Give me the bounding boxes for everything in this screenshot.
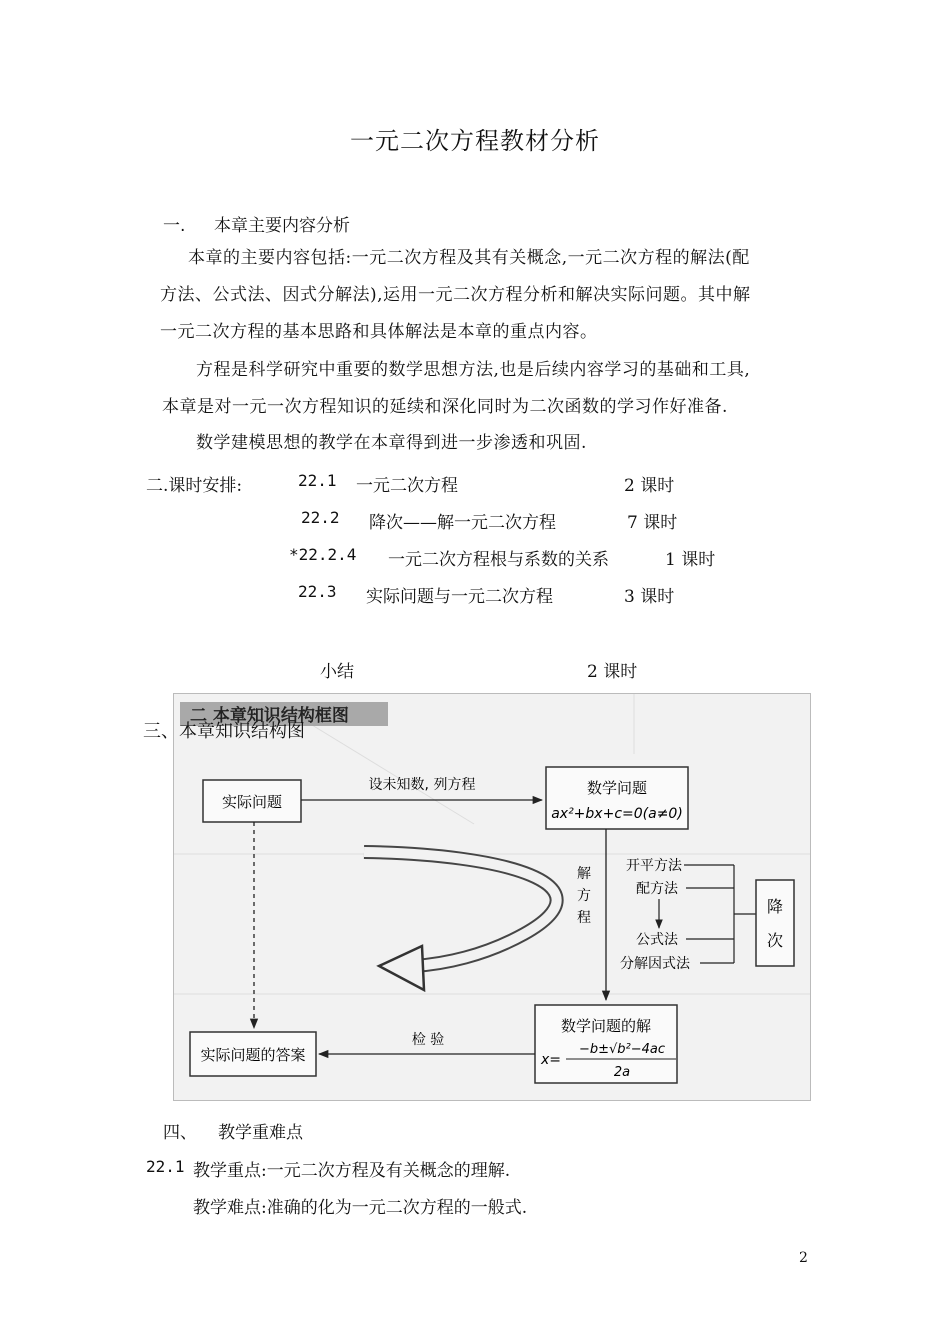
section1-para2-line1: 方程是科学研究中重要的数学思想方法,也是后续内容学习的基础和工具, xyxy=(196,360,751,380)
method-sqrt: 开平方法 xyxy=(626,858,682,874)
schedule-row-hours: 1 课时 xyxy=(665,550,716,570)
setup-equation-label: 设未知数, 列方程 xyxy=(368,777,476,793)
section2-label: 二.课时安排: xyxy=(146,476,243,496)
schedule-row-number: 22.3 xyxy=(298,582,337,601)
real-answer-label: 实际问题的答案 xyxy=(200,1046,306,1064)
section4-row1-number: 22.1 xyxy=(146,1157,185,1176)
schedule-row-hours: 2 课时 xyxy=(624,476,675,496)
solve-label-char: 解 xyxy=(577,866,591,882)
solve-label-char: 方 xyxy=(577,888,591,904)
figure-scan-heading: 二 本章知识结构框图 xyxy=(190,706,349,726)
curved-arrow-inner xyxy=(364,852,557,966)
formula-x: x= xyxy=(541,1052,562,1068)
page-number: 2 xyxy=(799,1250,808,1266)
schedule-summary-hours: 2 课时 xyxy=(587,662,638,682)
reduce-degree-char: 次 xyxy=(766,931,784,950)
document-title: 一元二次方程教材分析 xyxy=(350,127,600,155)
section3-heading: 三、本章知识结构图 xyxy=(143,721,305,742)
section4-heading: 教学重难点 xyxy=(218,1123,303,1143)
section1-para1-line1: 本章的主要内容包括:一元二次方程及其有关概念,一元二次方程的解法(配 xyxy=(188,248,750,268)
schedule-summary-name: 小结 xyxy=(320,662,354,682)
section4-row2-text: 教学难点:准确的化为一元二次方程的一般式. xyxy=(193,1198,528,1218)
section1-para3: 数学建模思想的教学在本章得到进一步渗透和巩固. xyxy=(196,433,587,453)
formula-denominator: 2a xyxy=(613,1065,631,1080)
section4-row1-text: 教学重点:一元二次方程及有关概念的理解. xyxy=(193,1161,511,1181)
section1-para1-line2: 方法、公式法、因式分解法),运用一元二次方程分析和解决实际问题。其中解 xyxy=(160,285,751,305)
section1-para1-line3: 一元二次方程的基本思路和具体解法是本章的重点内容。 xyxy=(160,322,598,342)
schedule-row-number: *22.2.4 xyxy=(289,545,357,564)
reduce-degree-box xyxy=(756,880,794,966)
schedule-row-number: 22.2 xyxy=(301,508,340,527)
schedule-row-name: 一元二次方程 xyxy=(356,476,458,496)
schedule-row-name: 一元二次方程根与系数的关系 xyxy=(388,550,609,570)
method-factoring: 分解因式法 xyxy=(620,956,690,972)
schedule-row-hours: 3 课时 xyxy=(624,587,675,607)
verify-label: 检 验 xyxy=(411,1032,445,1048)
schedule-row-hours: 7 课时 xyxy=(627,513,678,533)
quadratic-equation: ax²+bx+c=0(a≠0) xyxy=(551,806,683,822)
section1-heading: 本章主要内容分析 xyxy=(214,216,350,236)
schedule-row-name: 降次——解一元二次方程 xyxy=(369,513,556,533)
curved-arrow-head xyxy=(379,946,424,990)
section1-para2-line2: 本章是对一元一次方程知识的延续和深化同时为二次函数的学习作好准备. xyxy=(162,397,728,417)
math-problem-label: 数学问题 xyxy=(586,779,648,797)
schedule-row-number: 22.1 xyxy=(298,471,337,490)
method-complete-square: 配方法 xyxy=(636,881,678,897)
section4-number: 四、 xyxy=(163,1123,197,1143)
solve-label-char: 程 xyxy=(577,910,591,926)
method-bracket xyxy=(684,865,756,963)
method-formula: 公式法 xyxy=(636,932,678,948)
formula-numerator: −b±√b²−4ac xyxy=(578,1042,666,1057)
knowledge-structure-figure xyxy=(173,693,811,1101)
schedule-row-name: 实际问题与一元二次方程 xyxy=(366,587,553,607)
math-solution-label: 数学问题的解 xyxy=(560,1017,652,1035)
section1-number: 一. xyxy=(163,216,186,236)
real-problem-label: 实际问题 xyxy=(221,793,283,811)
reduce-degree-char: 降 xyxy=(766,897,784,916)
